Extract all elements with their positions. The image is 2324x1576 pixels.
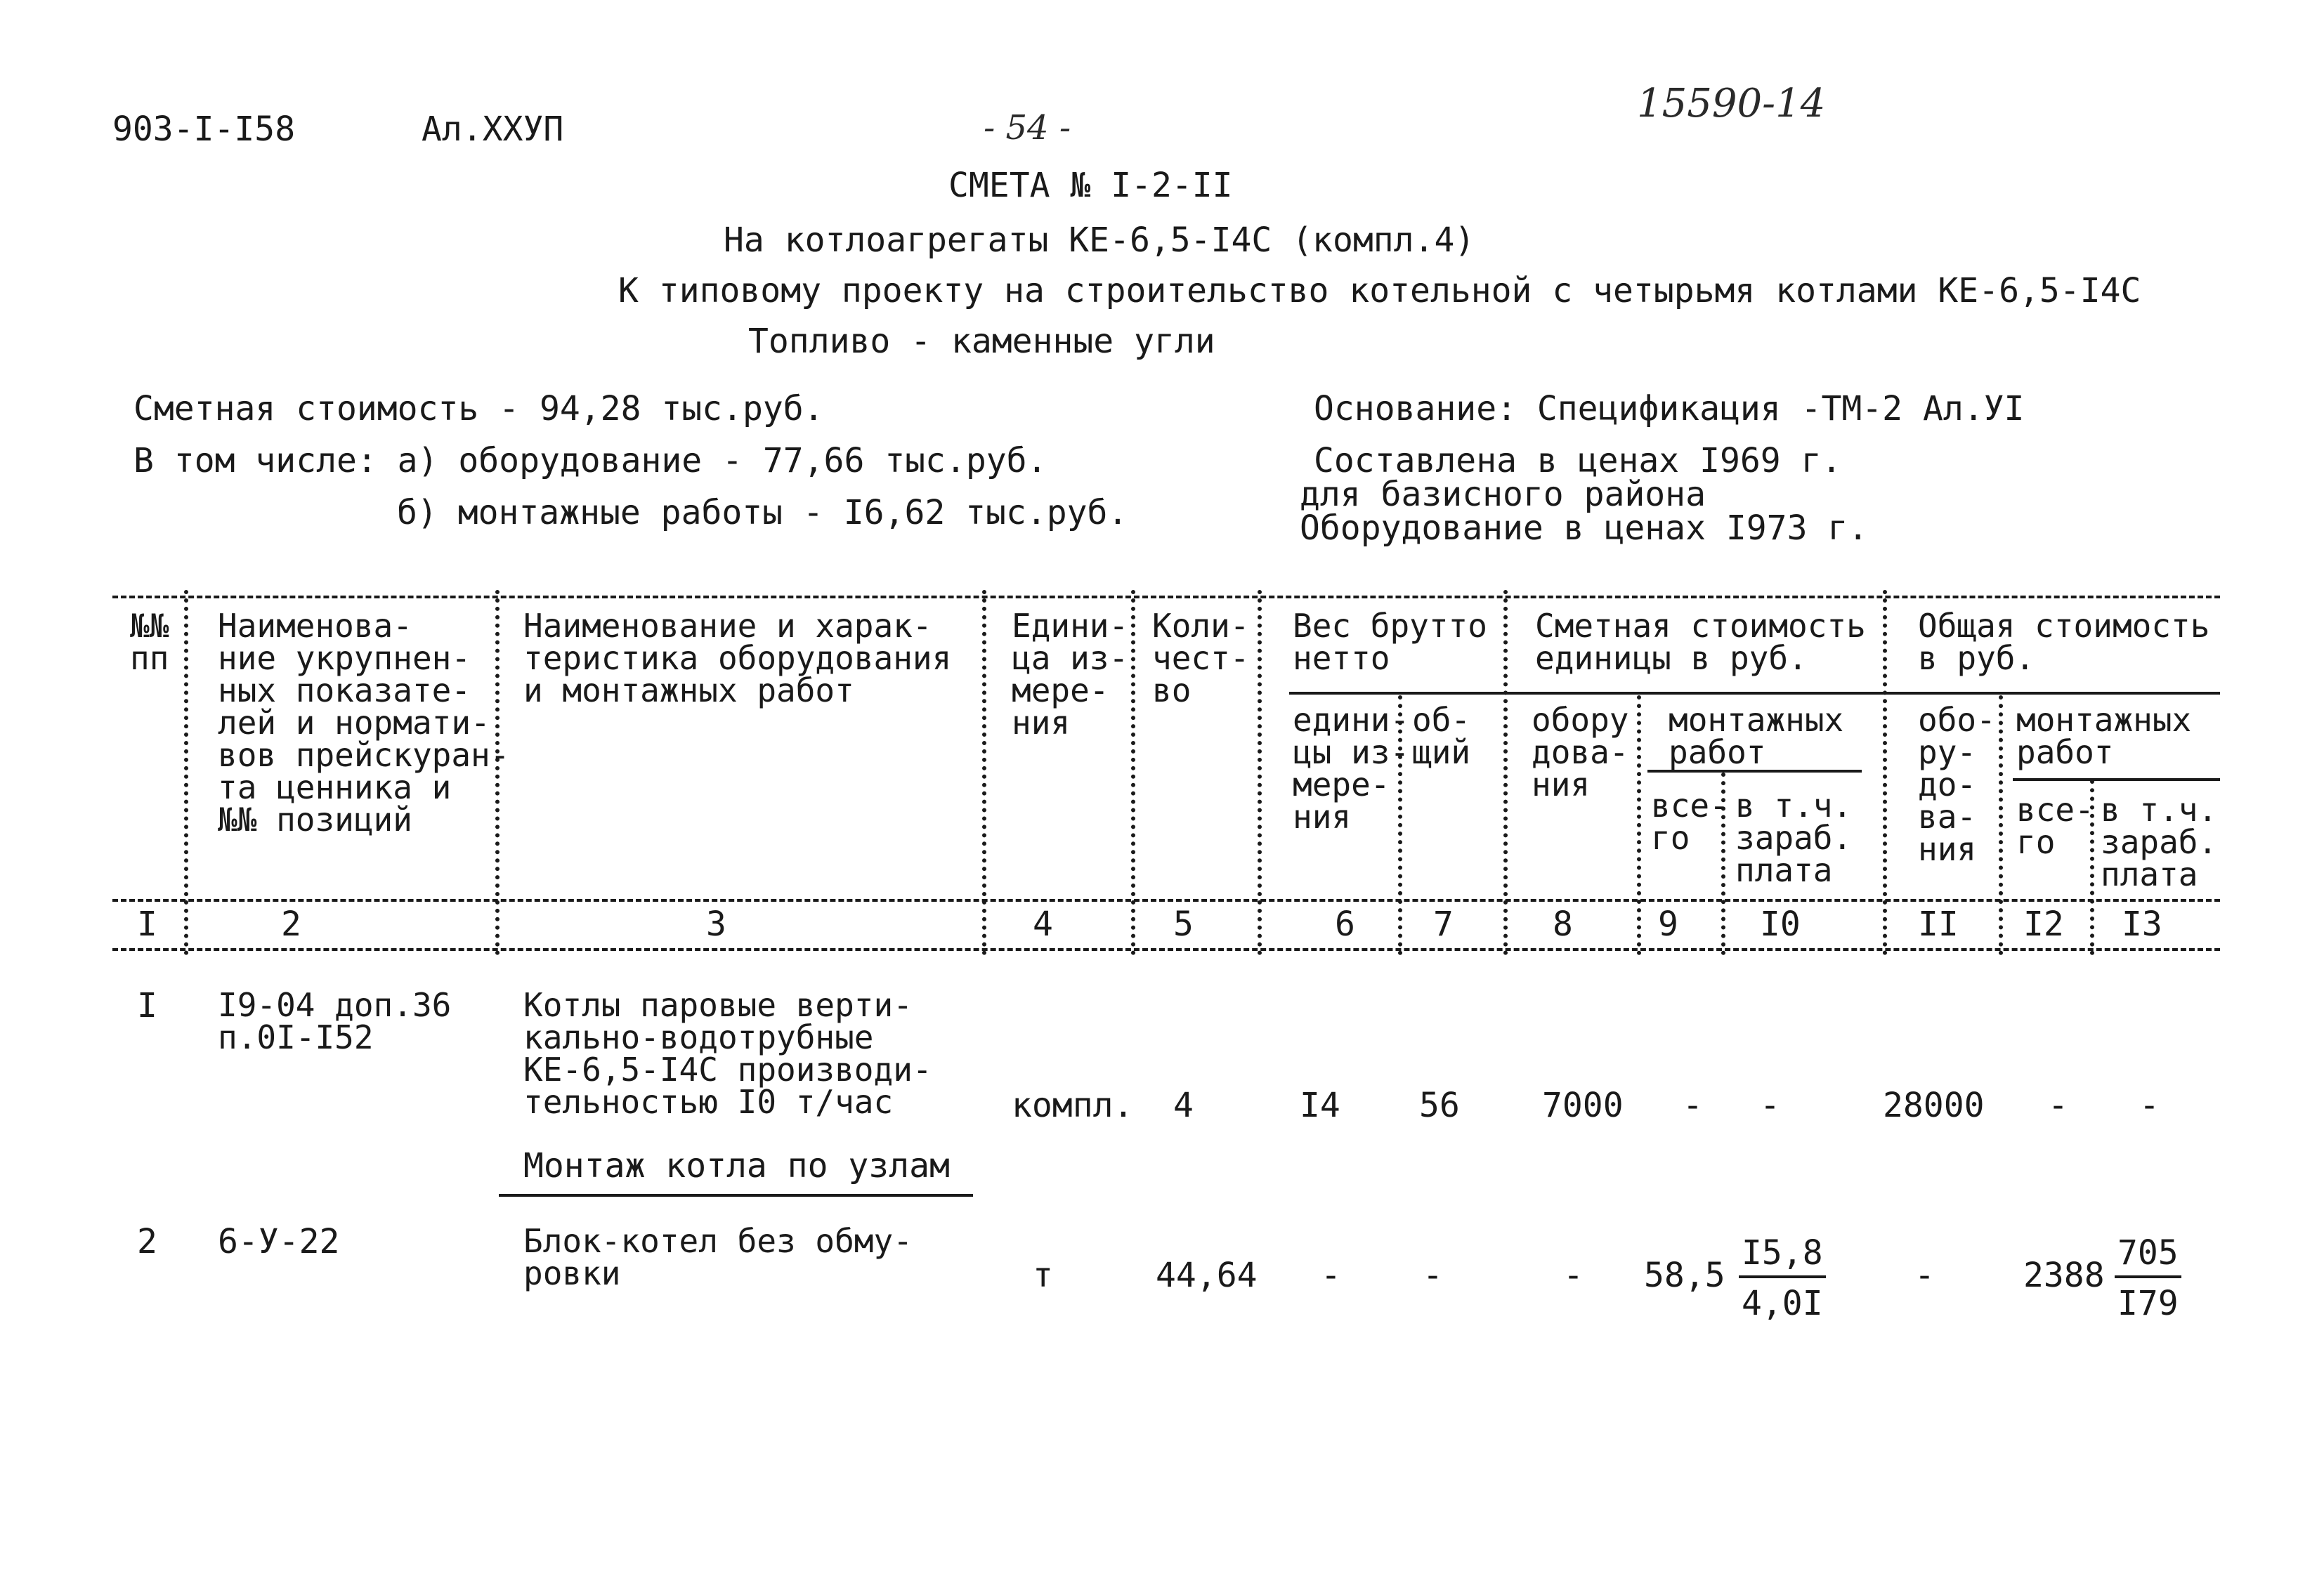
col-sep-5 xyxy=(1258,590,1262,955)
row2-code: 6-У-22 xyxy=(218,1222,340,1261)
page-number: - 54 - xyxy=(984,108,1071,147)
col-sep-8 xyxy=(1637,695,1641,955)
doc-code: 903-I-I58 xyxy=(112,110,296,149)
header-total-equip: обо- ру- до- ва- ния xyxy=(1918,701,1996,868)
header-num: №№ пп xyxy=(130,607,169,677)
row2-weight-total: - xyxy=(1423,1256,1443,1295)
included-equipment: В том числе: а) оборудование - 77,66 тыс.руб. xyxy=(133,441,1047,480)
row1-num: I xyxy=(137,986,157,1025)
col-sep-4 xyxy=(1131,590,1135,955)
header-bottom-rule xyxy=(112,899,2220,902)
colnum-6: 6 xyxy=(1335,905,1355,944)
header-total-group: Общая стоимость в руб. xyxy=(1918,607,2210,677)
colnum-2: 2 xyxy=(281,905,301,944)
col-sep-11 xyxy=(1999,695,2003,955)
row1-weight-total: 56 xyxy=(1419,1086,1460,1125)
title-line-2: К типовому проекту на строительство котельной с четырьмя котлами КЕ-6,5-I4С xyxy=(618,271,2141,310)
colnum-4: 4 xyxy=(1033,905,1053,944)
colnum-5: 5 xyxy=(1173,905,1194,944)
row1-unit-mount-wage: - xyxy=(1760,1086,1780,1125)
title-line-3: Топливо - каменные угли xyxy=(748,322,1215,361)
colnum-8: 8 xyxy=(1553,905,1573,944)
colnum-bottom-rule xyxy=(112,948,2220,951)
row2-unit-mount-wage-den: 4,0I xyxy=(1742,1284,1823,1323)
row1-unit-equip: 7000 xyxy=(1542,1086,1624,1125)
prices-note-1: Составлена в ценах I969 г. xyxy=(1314,441,1842,480)
header-unit-mount: монтажных работ xyxy=(1669,701,1844,771)
colnum-1: I xyxy=(137,905,157,944)
row2-weight-unit: - xyxy=(1321,1256,1341,1295)
header-unit-mount-total: все- го xyxy=(1651,787,1729,857)
estimated-cost: Сметная стоимость - 94,28 тыс.руб. xyxy=(133,389,824,428)
col-sep-7 xyxy=(1503,590,1508,955)
row2-total-mount: 2388 xyxy=(2023,1256,2105,1295)
header-unit-cost-group: Сметная стоимость единицы в руб. xyxy=(1535,607,1866,677)
col-sep-3 xyxy=(982,590,986,955)
album-number: Ал.ХХУП xyxy=(422,110,564,149)
colnum-12: I2 xyxy=(2023,905,2064,944)
row2-unit-mount-total: 58,5 xyxy=(1644,1256,1725,1295)
header-total-mount-total: все- го xyxy=(2016,791,2094,861)
col-sep-10 xyxy=(1883,590,1887,955)
title-line-1: На котлоагрегаты КЕ-6,5-I4С (компл.4) xyxy=(724,221,1475,260)
row2-num: 2 xyxy=(137,1222,157,1261)
header-unit-mount-wage: в т.ч. зараб. плата xyxy=(1735,787,1853,889)
handwritten-stamp: 15590-14 xyxy=(1637,81,1826,126)
header-total-mount-wage: в т.ч. зараб. плата xyxy=(2101,791,2218,893)
row1-name: Котлы паровые верти- кально-водотрубные КЕ-6,5-I4С производи- тельностью I0 т/час xyxy=(523,986,932,1121)
row1-unit-mount-total: - xyxy=(1683,1086,1703,1125)
row2-total-wage-den: I79 xyxy=(2117,1284,2179,1323)
row1-total-equip: 28000 xyxy=(1883,1086,1985,1125)
included-mounting: б) монтажные работы - I6,62 тыс.руб. xyxy=(397,493,1128,532)
section-title-mounting: Монтаж котла по узлам xyxy=(523,1146,950,1186)
colnum-3: 3 xyxy=(706,905,726,944)
header-subrule-1 xyxy=(1289,692,2220,695)
header-code: Наименова- ние укрупнен- ных показате- лей и нормати- вов прейскуран- та ценника и №№ позиций xyxy=(218,607,510,839)
row2-unit-mount-wage xyxy=(1739,1233,1826,1323)
row2-total-wage xyxy=(2115,1233,2181,1323)
smeta-title: СМЕТА № I-2-II xyxy=(948,166,1233,205)
colnum-9: 9 xyxy=(1658,905,1678,944)
prices-note-2: для базисного района xyxy=(1300,475,1706,514)
colnum-11: II xyxy=(1918,905,1959,944)
row2-qty: 44,64 xyxy=(1156,1256,1258,1295)
row1-qty: 4 xyxy=(1173,1086,1194,1125)
row1-total-mount: - xyxy=(2048,1086,2068,1125)
row1-total-wage: - xyxy=(2139,1086,2160,1125)
section-title-underline xyxy=(499,1194,973,1197)
colnum-10: I0 xyxy=(1760,905,1801,944)
header-unit-equip: обору дова- ния xyxy=(1532,701,1629,803)
row2-unit: т xyxy=(1033,1256,1053,1295)
col-sep-1 xyxy=(184,590,188,955)
colnum-13: I3 xyxy=(2122,905,2162,944)
header-weight-unit: едини- цы из- мере- ния xyxy=(1293,701,1410,836)
prices-note-3: Оборудование в ценах I973 г. xyxy=(1300,508,1869,548)
table-top-rule xyxy=(112,596,2220,598)
header-weight-group: Вес брутто нетто xyxy=(1293,607,1487,677)
header-subrule-3 xyxy=(2013,778,2220,781)
basis-note: Основание: Спецификация -ТМ-2 Ал.УI xyxy=(1314,389,2025,428)
colnum-7: 7 xyxy=(1433,905,1454,944)
row2-unit-mount-wage-num: I5,8 xyxy=(1739,1236,1826,1278)
header-weight-total: об- щий xyxy=(1412,701,1471,771)
row2-unit-equip: - xyxy=(1563,1256,1584,1295)
header-qty: Коли- чест- во xyxy=(1152,607,1250,709)
header-name: Наименование и харак- теристика оборудования и монтажных работ xyxy=(523,607,952,709)
row2-total-equip: - xyxy=(1914,1256,1935,1295)
header-total-mount: монтажных работ xyxy=(2016,701,2192,771)
row2-name: Блок-котел без обму- ровки xyxy=(523,1222,913,1292)
row1-unit: компл. xyxy=(1012,1086,1134,1125)
header-unit: Едини- ца из- мере- ния xyxy=(1012,607,1129,742)
row1-code: I9-04 доп.36 п.0I-I52 xyxy=(218,986,452,1056)
row2-total-wage-num: 705 xyxy=(2115,1236,2181,1278)
row1-weight-unit: I4 xyxy=(1300,1086,1340,1125)
